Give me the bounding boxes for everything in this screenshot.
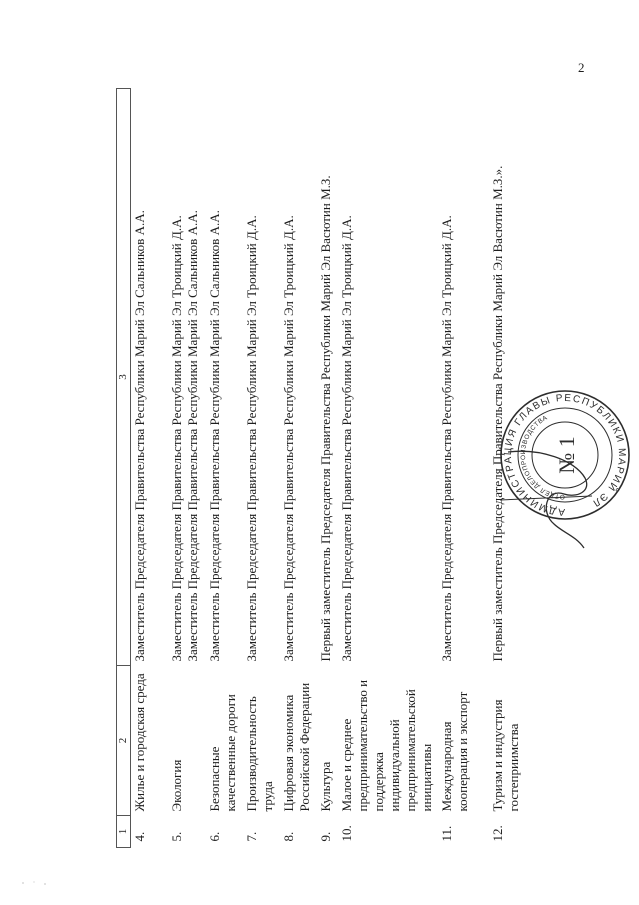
project-name: Культура [317, 761, 333, 812]
official-line: Заместитель Председателя Правительства Республики Марий Эл Троицкий Д.А. [243, 215, 259, 662]
project-name: Туризм и индустрия гостеприимства [489, 699, 521, 812]
table-row [131, 89, 168, 848]
row-number: 10. [338, 825, 354, 842]
official-line: Заместитель Председателя Правительства Республики Марий Эл Троицкий Д.А. [280, 215, 296, 662]
row-number: 8. [280, 831, 296, 842]
official-line: Первый заместитель Председателя Правительства Республики Марий Эл Васютин М.З. [317, 175, 333, 662]
official-line: Заместитель Председателя Правительства Республики Марий Эл Троицкий Д.А. [338, 215, 354, 662]
row-number: 9. [317, 831, 333, 842]
responsible-officials [280, 89, 317, 666]
responsible-officials [206, 89, 243, 666]
responsible-officials [317, 89, 338, 666]
responsible-officials [438, 89, 489, 666]
row-number: 4. [132, 831, 147, 842]
table-row [243, 89, 280, 848]
table-row [280, 89, 317, 848]
table-row [317, 89, 338, 848]
responsible-officials [489, 89, 529, 666]
official-line: Заместитель Председателя Правительства Республики Марий Эл Троицкий Д.А. [168, 215, 184, 662]
official-line: Заместитель Председателя Правительства Республики Марий Эл Троицкий Д.А. [438, 215, 454, 662]
project-name: Производительность труда [243, 696, 275, 812]
official-line: Заместитель Председателя Правительства Республики Марий Эл Сальников А.А. [184, 210, 200, 662]
stamp-inner-text: ОТДЕЛ ДЕЛОПРОИЗВОДСТВА [519, 414, 566, 501]
row-number: 5. [168, 831, 184, 842]
project-name: Безопасные качественные дороги [206, 694, 238, 812]
stamp-center-text: № 1 [554, 436, 579, 474]
row-number: 6. [206, 831, 222, 842]
officials-table [116, 88, 529, 848]
official-line: Заместитель Председателя Правительства Республики Марий Эл Сальников А.А. [206, 210, 222, 662]
responsible-officials [338, 89, 438, 666]
row-number: 12. [489, 825, 505, 842]
scan-specks [20, 880, 50, 886]
table-row [338, 89, 438, 848]
responsible-officials [168, 89, 206, 666]
project-name: Экология [168, 759, 184, 812]
project-name: Международная кооперация и экспорт [438, 691, 470, 812]
table-row [206, 89, 243, 848]
responsible-officials [131, 89, 168, 666]
official-line: Первый заместитель Председателя Правительства Республики Марий Эл Васютин М.З.». [489, 165, 505, 662]
page-number: 2 [578, 60, 585, 75]
table-header-row [117, 89, 131, 848]
header-col-3: 3 [117, 89, 131, 666]
project-name: Малое и среднее предпринимательство и поддержка индивидуальной предпринимательской инициативы [338, 679, 434, 812]
official-line: Заместитель Председателя Правительства Республики Марий Эл Сальников А.А. [132, 210, 147, 662]
row-number: 7. [243, 831, 259, 842]
stamp-ring-text: АДМИНИСТРАЦИЯ ГЛАВЫ РЕСПУБЛИКИ МАРИЙ ЭЛ [502, 392, 628, 518]
header-col-2: 2 [117, 666, 131, 816]
project-name: Жилье и городская среда [132, 673, 147, 812]
responsible-officials [243, 89, 280, 666]
header-col-1: 1 [117, 816, 131, 848]
row-number: 11. [438, 825, 454, 842]
signature [480, 440, 600, 560]
project-name: Цифровая экономика Российской Федерации [280, 682, 312, 812]
table-row [168, 89, 206, 848]
